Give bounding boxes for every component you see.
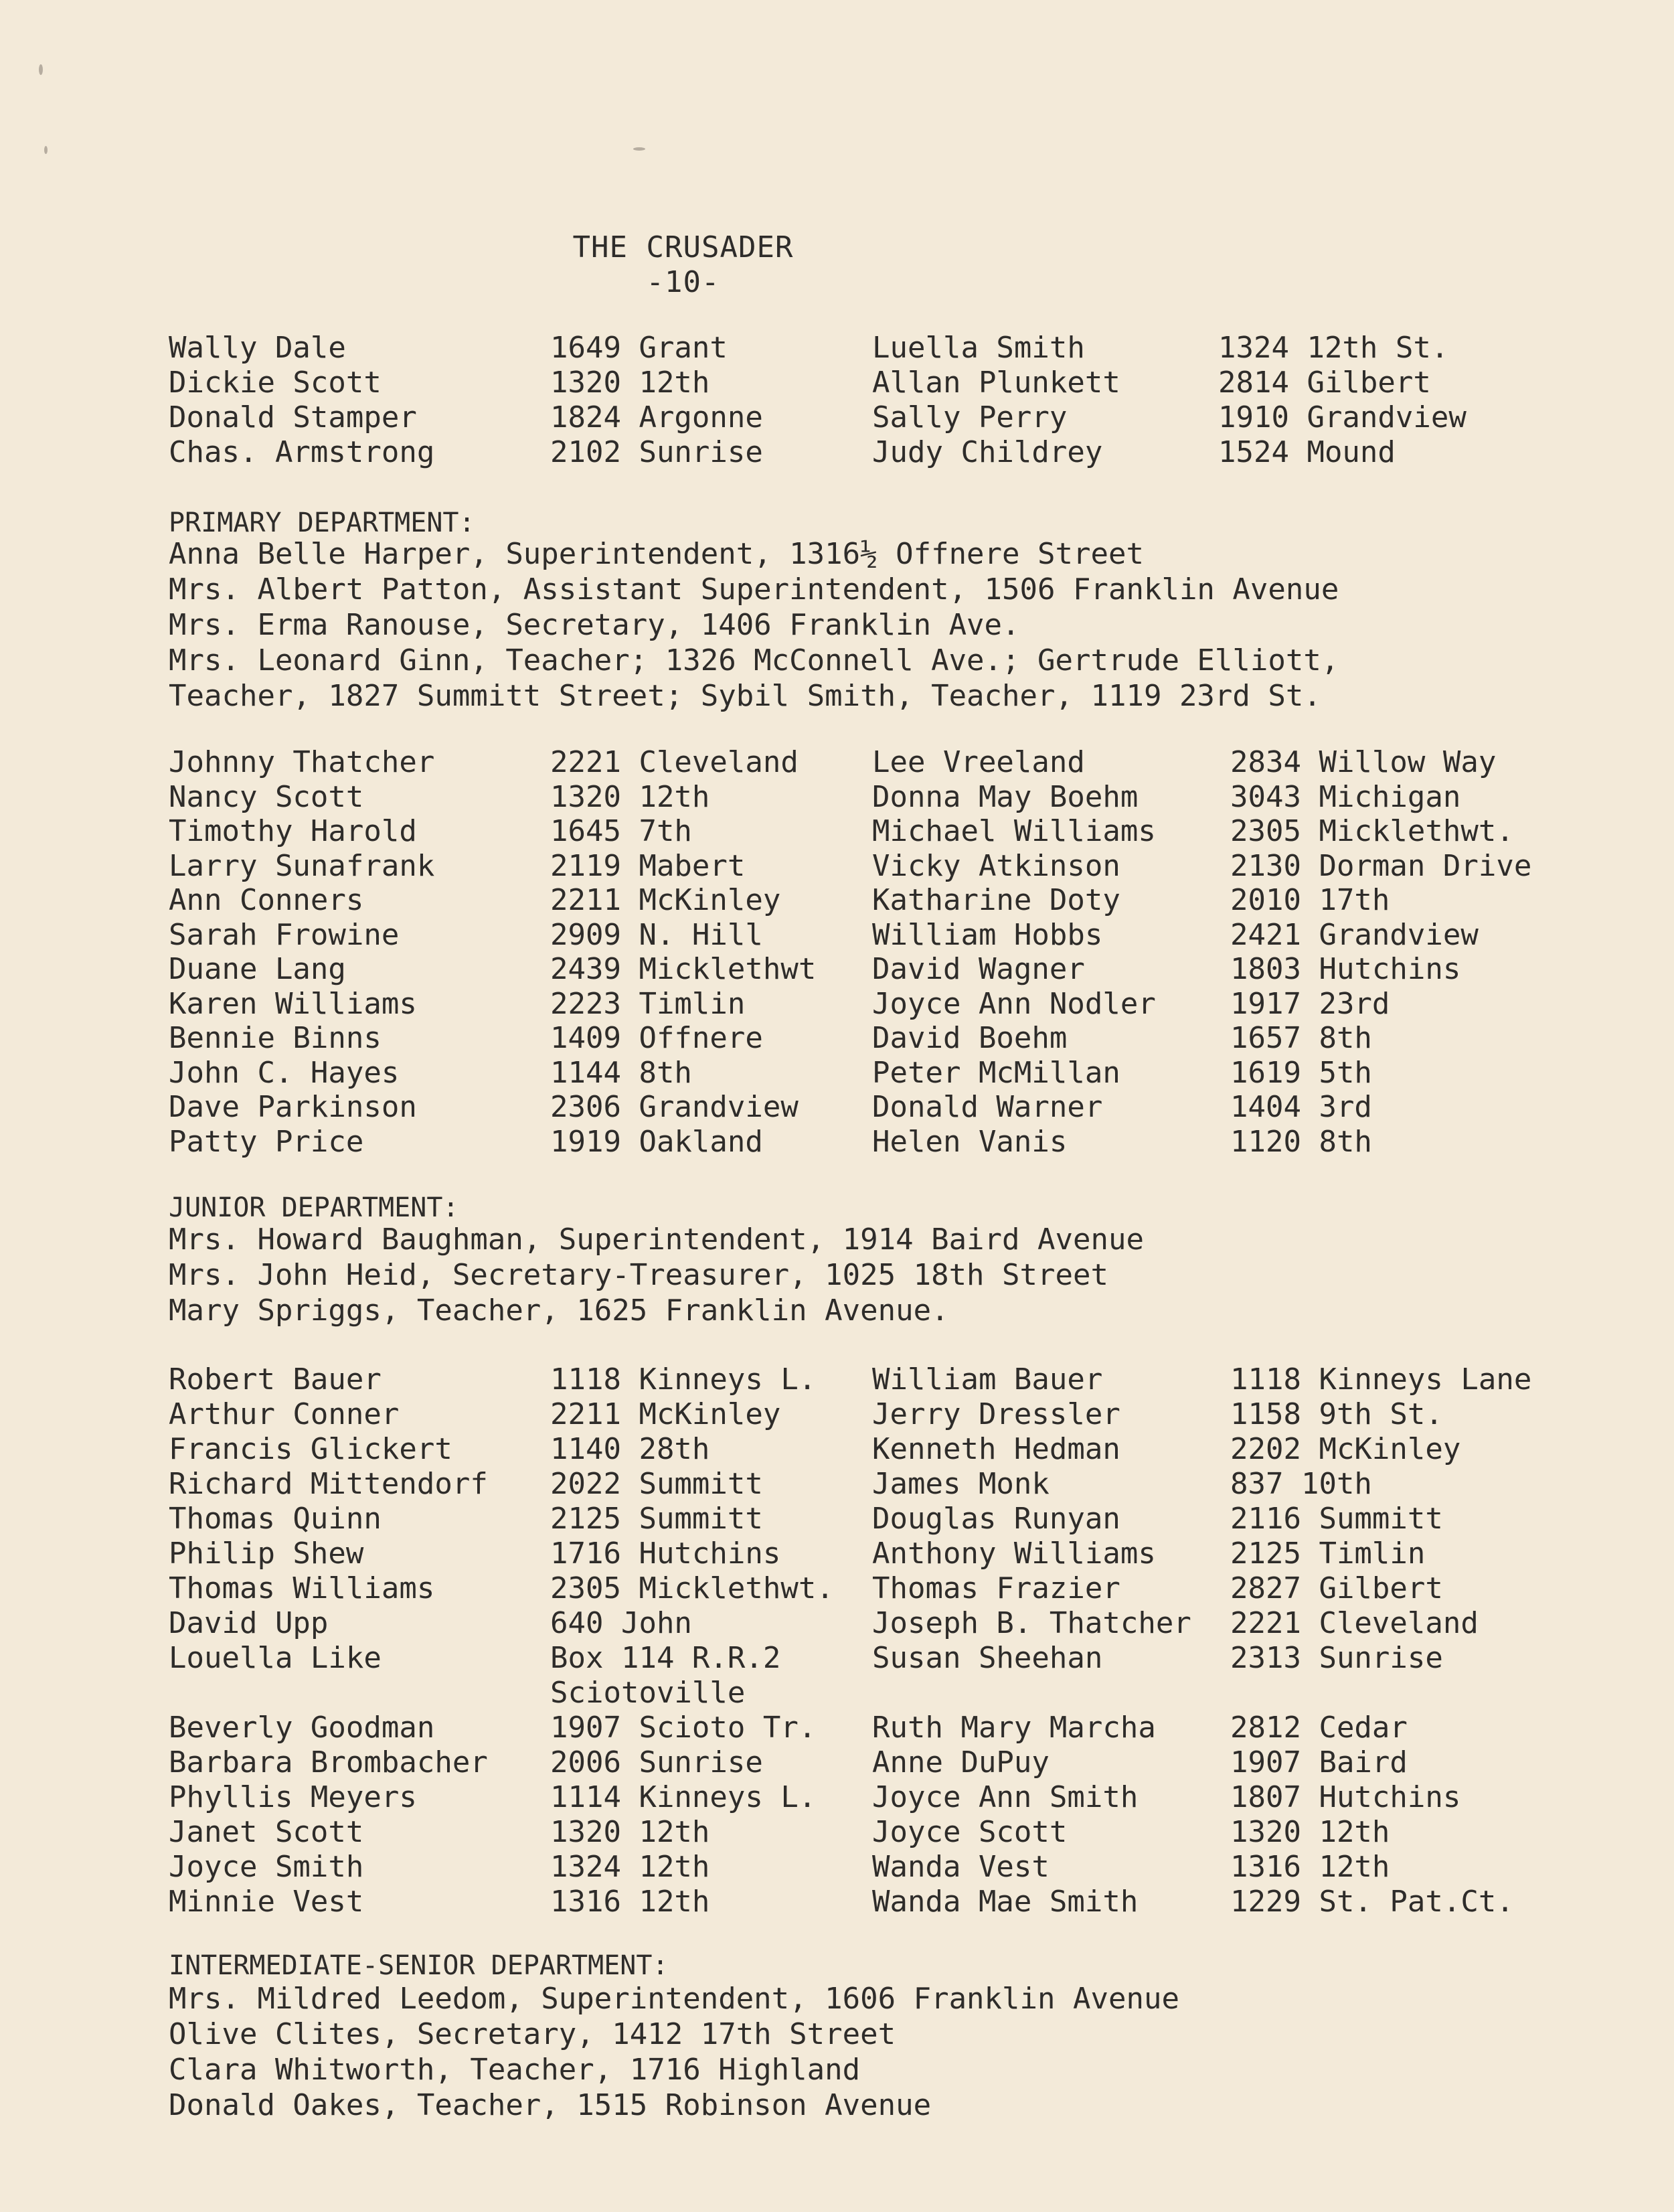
- junior-heading: JUNIOR DEPARTMENT:: [169, 1192, 459, 1223]
- name-cell: Patty Price: [169, 1124, 364, 1159]
- staff-line: Mrs. Albert Patton, Assistant Superintendent, 1506 Franklin Avenue: [169, 572, 1339, 607]
- name-cell: Peter McMillan: [872, 1055, 1120, 1090]
- name-cell: William Bauer: [872, 1362, 1103, 1397]
- address-cell: 1320 12th: [550, 779, 710, 814]
- table-row: [0, 1606, 1674, 1641]
- name-cell: David Upp: [169, 1606, 329, 1640]
- address-cell: 2834 Willow Way: [1230, 745, 1497, 779]
- address-cell: 2125 Timlin: [1230, 1536, 1426, 1571]
- table-row: [0, 883, 1674, 918]
- address-cell: 1645 7th: [550, 814, 692, 848]
- name-cell: Philip Shew: [169, 1536, 364, 1571]
- name-cell: Duane Lang: [169, 952, 346, 986]
- address-cell: 1320 12th: [550, 366, 710, 400]
- name-cell: Timothy Harold: [169, 814, 417, 848]
- address-cell: 1229 St. Pat.Ct.: [1230, 1885, 1514, 1919]
- name-cell: Nancy Scott: [169, 779, 364, 814]
- address-cell: 1324 12th: [550, 1850, 710, 1884]
- table-row: [0, 918, 1674, 953]
- paper-speck: [633, 147, 645, 151]
- name-cell: Thomas Quinn: [169, 1502, 382, 1536]
- table-row: [0, 1711, 1674, 1745]
- address-cell: 2221 Cleveland: [550, 745, 799, 779]
- name-cell: William Hobbs: [872, 917, 1103, 952]
- table-row: [0, 400, 1674, 435]
- table-row: [0, 1056, 1674, 1091]
- name-cell: Joyce Ann Nodler: [872, 986, 1156, 1021]
- address-cell: 2022 Summitt: [550, 1467, 763, 1501]
- staff-line: Olive Clites, Secretary, 1412 17th Street: [169, 2017, 896, 2051]
- name-cell: Bennie Binns: [169, 1021, 382, 1055]
- table-row: [0, 1536, 1674, 1571]
- name-cell: Donald Warner: [872, 1090, 1103, 1124]
- staff-line: Mrs. Erma Ranouse, Secretary, 1406 Franklin Ave.: [169, 608, 1020, 642]
- address-cell: 1404 3rd: [1230, 1090, 1372, 1124]
- address-cell: 1524 Mound: [1218, 435, 1396, 469]
- staff-line: Clara Whitworth, Teacher, 1716 Highland: [169, 2053, 861, 2087]
- table-row: [0, 1397, 1674, 1432]
- primary-heading: PRIMARY DEPARTMENT:: [169, 507, 475, 538]
- table-row: [0, 1885, 1674, 1919]
- name-cell: Ann Conners: [169, 883, 364, 917]
- name-cell: John C. Hayes: [169, 1055, 400, 1090]
- address-cell: 2909 N. Hill: [550, 917, 763, 952]
- table-row: [0, 780, 1674, 815]
- address-cell: 1824 Argonne: [550, 400, 763, 434]
- table-row: [0, 1641, 1674, 1676]
- address-cell: 837 10th: [1230, 1467, 1372, 1501]
- address-cell: 2305 Micklethwt.: [550, 1571, 834, 1605]
- name-cell: Vicky Atkinson: [872, 848, 1120, 883]
- name-cell: Douglas Runyan: [872, 1502, 1120, 1536]
- table-row: [0, 1090, 1674, 1125]
- address-cell: 1907 Baird: [1230, 1745, 1408, 1780]
- name-cell: Sally Perry: [872, 400, 1068, 434]
- name-cell: David Boehm: [872, 1021, 1068, 1055]
- name-cell: Ruth Mary Marcha: [872, 1711, 1156, 1745]
- address-cell: 2814 Gilbert: [1218, 366, 1431, 400]
- address-cell: 1118 Kinneys L.: [550, 1362, 817, 1397]
- name-cell: Johnny Thatcher: [169, 745, 435, 779]
- name-cell: Donald Stamper: [169, 400, 417, 434]
- name-cell: Anthony Williams: [872, 1536, 1156, 1571]
- table-row: [0, 1021, 1674, 1056]
- name-cell: Janet Scott: [169, 1815, 364, 1849]
- table-row: [0, 814, 1674, 849]
- address-cell: 2006 Sunrise: [550, 1745, 763, 1780]
- table-row: [0, 1467, 1674, 1502]
- name-cell: James Monk: [872, 1467, 1050, 1501]
- intermediate-heading: INTERMEDIATE-SENIOR DEPARTMENT:: [169, 1950, 669, 1981]
- address-cell: 2125 Summitt: [550, 1502, 763, 1536]
- table-row: [0, 987, 1674, 1022]
- address-cell: 1807 Hutchins: [1230, 1780, 1461, 1814]
- address-cell: 2313 Sunrise: [1230, 1641, 1443, 1675]
- name-cell: Lee Vreeland: [872, 745, 1085, 779]
- address-cell: 2223 Timlin: [550, 986, 746, 1021]
- staff-line: Donald Oakes, Teacher, 1515 Robinson Avenue: [169, 2088, 932, 2122]
- address-cell: 1649 Grant: [550, 331, 728, 365]
- address-cell: 1919 Oakland: [550, 1124, 763, 1159]
- address-cell: 1316 12th: [1230, 1850, 1390, 1884]
- name-cell: Karen Williams: [169, 986, 417, 1021]
- name-cell: Phyllis Meyers: [169, 1780, 417, 1814]
- table-row: [0, 1676, 1674, 1711]
- address-cell: 2211 McKinley: [550, 1397, 781, 1431]
- address-cell: 2812 Cedar: [1230, 1711, 1408, 1745]
- name-cell: Wally Dale: [169, 331, 346, 365]
- table-row: [0, 1745, 1674, 1780]
- name-cell: Richard Mittendorf: [169, 1467, 488, 1501]
- name-cell: Allan Plunkett: [872, 366, 1120, 400]
- name-cell: Chas. Armstrong: [169, 435, 435, 469]
- address-cell: Sciotoville: [550, 1676, 746, 1710]
- name-cell: Thomas Frazier: [872, 1571, 1120, 1605]
- table-row: [0, 1780, 1674, 1815]
- paper-speck: [39, 64, 43, 75]
- name-cell: Joyce Ann Smith: [872, 1780, 1139, 1814]
- address-cell: 1657 8th: [1230, 1021, 1372, 1055]
- name-cell: David Wagner: [872, 952, 1085, 986]
- address-cell: 1140 28th: [550, 1432, 710, 1466]
- name-cell: Joyce Scott: [872, 1815, 1068, 1849]
- address-cell: 2130 Dorman Drive: [1230, 848, 1532, 883]
- table-row: [0, 1125, 1674, 1160]
- name-cell: Barbara Brombacher: [169, 1745, 488, 1780]
- table-row: [0, 1571, 1674, 1606]
- address-cell: 2116 Summitt: [1230, 1502, 1443, 1536]
- address-cell: 2010 17th: [1230, 883, 1390, 917]
- address-cell: 1803 Hutchins: [1230, 952, 1461, 986]
- staff-line: Mrs. Howard Baughman, Superintendent, 1914 Baird Avenue: [169, 1222, 1144, 1257]
- address-cell: 2221 Cleveland: [1230, 1606, 1479, 1640]
- staff-line: Mary Spriggs, Teacher, 1625 Franklin Avenue.: [169, 1293, 949, 1328]
- name-cell: Robert Bauer: [169, 1362, 382, 1397]
- name-cell: Michael Williams: [872, 814, 1156, 848]
- name-cell: Anne DuPuy: [872, 1745, 1050, 1780]
- name-cell: Louella Like: [169, 1641, 382, 1675]
- page-number: -10-: [646, 265, 720, 299]
- address-cell: 1114 Kinneys L.: [550, 1780, 817, 1814]
- name-cell: Joseph B. Thatcher: [872, 1606, 1191, 1640]
- address-cell: 3043 Michigan: [1230, 779, 1461, 814]
- table-row: [0, 1432, 1674, 1467]
- name-cell: Larry Sunafrank: [169, 848, 435, 883]
- address-cell: 1320 12th: [550, 1815, 710, 1849]
- address-cell: 1910 Grandview: [1218, 400, 1467, 434]
- staff-line: Mrs. Mildred Leedom, Superintendent, 1606 Franklin Avenue: [169, 1982, 1179, 2016]
- name-cell: Luella Smith: [872, 331, 1085, 365]
- address-cell: 1324 12th St.: [1218, 331, 1449, 365]
- address-cell: 640 John: [550, 1606, 692, 1640]
- address-cell: 1320 12th: [1230, 1815, 1390, 1849]
- name-cell: Wanda Mae Smith: [872, 1885, 1139, 1919]
- address-cell: 1118 Kinneys Lane: [1230, 1362, 1532, 1397]
- name-cell: Dave Parkinson: [169, 1090, 417, 1124]
- address-cell: 2827 Gilbert: [1230, 1571, 1443, 1605]
- address-cell: 1619 5th: [1230, 1055, 1372, 1090]
- address-cell: 1917 23rd: [1230, 986, 1390, 1021]
- address-cell: 2421 Grandview: [1230, 917, 1479, 952]
- name-cell: Dickie Scott: [169, 366, 382, 400]
- name-cell: Joyce Smith: [169, 1850, 364, 1884]
- table-row: [0, 435, 1674, 470]
- table-row: [0, 1850, 1674, 1885]
- table-row: [0, 1815, 1674, 1850]
- table-row: [0, 952, 1674, 987]
- name-cell: Helen Vanis: [872, 1124, 1068, 1159]
- name-cell: Sarah Frowine: [169, 917, 400, 952]
- table-row: [0, 745, 1674, 780]
- table-row: [0, 331, 1674, 366]
- name-cell: Susan Sheehan: [872, 1641, 1103, 1675]
- address-cell: 2202 McKinley: [1230, 1432, 1461, 1466]
- address-cell: 1120 8th: [1230, 1124, 1372, 1159]
- address-cell: 1716 Hutchins: [550, 1536, 781, 1571]
- staff-line: Mrs. Leonard Ginn, Teacher; 1326 McConnell Ave.; Gertrude Elliott,: [169, 643, 1339, 678]
- name-cell: Donna May Boehm: [872, 779, 1139, 814]
- staff-line: Teacher, 1827 Summitt Street; Sybil Smith, Teacher, 1119 23rd St.: [169, 679, 1321, 713]
- address-cell: 2305 Micklethwt.: [1230, 814, 1514, 848]
- name-cell: Arthur Conner: [169, 1397, 400, 1431]
- table-row: [0, 1362, 1674, 1397]
- address-cell: 1158 9th St.: [1230, 1397, 1443, 1431]
- name-cell: Thomas Williams: [169, 1571, 435, 1605]
- address-cell: 2306 Grandview: [550, 1090, 799, 1124]
- address-cell: Box 114 R.R.2: [550, 1641, 781, 1675]
- name-cell: Kenneth Hedman: [872, 1432, 1120, 1466]
- name-cell: Katharine Doty: [872, 883, 1120, 917]
- name-cell: Judy Childrey: [872, 435, 1103, 469]
- staff-line: Anna Belle Harper, Superintendent, 1316½ Offnere Street: [169, 537, 1144, 571]
- table-row: [0, 1502, 1674, 1536]
- address-cell: 1409 Offnere: [550, 1021, 763, 1055]
- document-title: THE CRUSADER: [572, 230, 794, 264]
- address-cell: 1316 12th: [550, 1885, 710, 1919]
- address-cell: 2119 Mabert: [550, 848, 746, 883]
- name-cell: Jerry Dressler: [872, 1397, 1120, 1431]
- table-row: [0, 366, 1674, 400]
- address-cell: 2102 Sunrise: [550, 435, 763, 469]
- address-cell: 2439 Micklethwt: [550, 952, 817, 986]
- name-cell: Minnie Vest: [169, 1885, 364, 1919]
- table-row: [0, 849, 1674, 884]
- name-cell: Wanda Vest: [872, 1850, 1050, 1884]
- paper-speck: [44, 146, 48, 154]
- name-cell: Francis Glickert: [169, 1432, 452, 1466]
- name-cell: Beverly Goodman: [169, 1711, 435, 1745]
- address-cell: 2211 McKinley: [550, 883, 781, 917]
- address-cell: 1907 Scioto Tr.: [550, 1711, 817, 1745]
- address-cell: 1144 8th: [550, 1055, 692, 1090]
- staff-line: Mrs. John Heid, Secretary-Treasurer, 1025 18th Street: [169, 1258, 1108, 1292]
